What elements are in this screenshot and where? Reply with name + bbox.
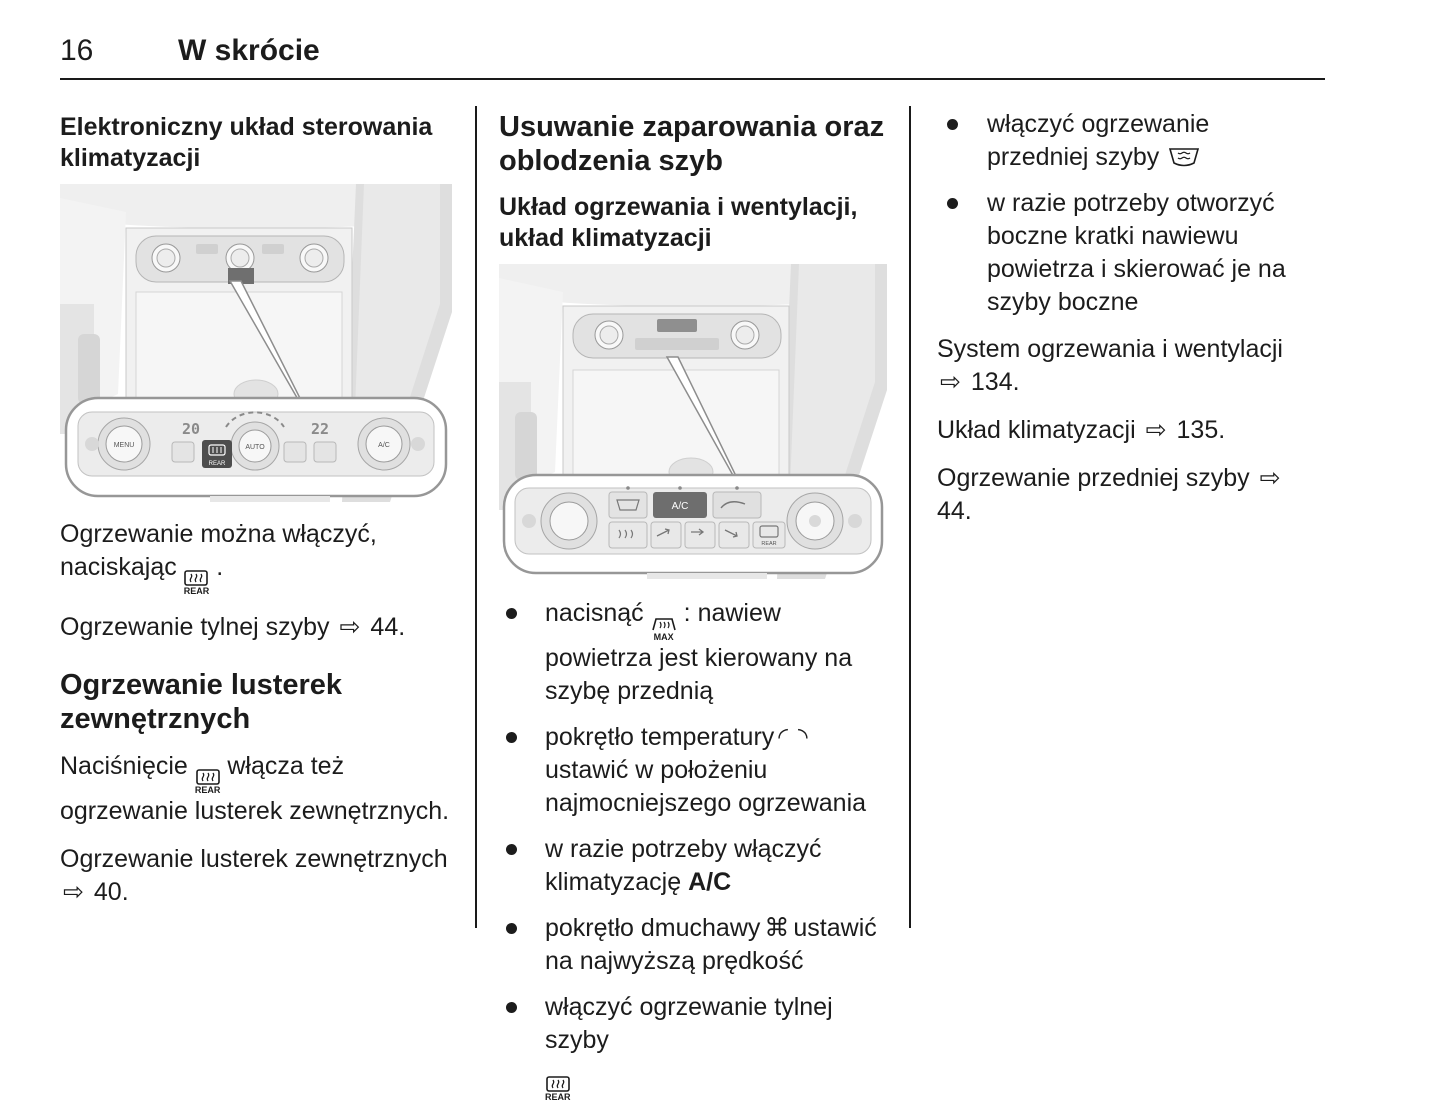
- page-ref-arrow-icon: ⇨: [63, 878, 84, 906]
- page-ref-arrow-icon: ⇨: [940, 368, 961, 396]
- strip-knob-right-inner: [736, 326, 754, 344]
- page-number: 16: [60, 34, 94, 67]
- heated-windshield-icon: [1167, 145, 1201, 169]
- column-1: [60, 106, 475, 928]
- ac-button-label: A/C: [671, 501, 689, 512]
- step-ac: [499, 833, 885, 899]
- dashboard-illustration-1: [60, 184, 452, 502]
- section-title: W skrócie: [178, 34, 320, 67]
- climate-ref-page: 135.: [1176, 416, 1226, 444]
- para-front-window-ref: [937, 462, 1305, 528]
- page-ref-arrow-icon: ⇨: [339, 613, 361, 641]
- step-fan-pre: pokrętło dmuchawy: [545, 914, 761, 942]
- auto-knob-label: AUTO: [245, 444, 265, 451]
- small-button-1: [172, 442, 194, 462]
- callout-shadow: [210, 496, 330, 502]
- rear-window-glyph: [546, 1076, 570, 1092]
- rear-icon-label: REAR: [183, 586, 210, 596]
- callout-shadow: [647, 573, 767, 579]
- column-3: [909, 106, 1333, 928]
- step-max-defrost-pre: nacisnąć: [545, 599, 644, 627]
- left-vent-shape: [78, 334, 100, 404]
- defog-steps-list-continued: [937, 108, 1305, 319]
- para-mirror-ref: [60, 843, 457, 909]
- rear-window-heating-icon: [184, 570, 210, 596]
- step-front-window: [937, 108, 1305, 174]
- strip-buttons-row: [635, 338, 719, 350]
- recirculation-button: [713, 492, 761, 518]
- para-rear-heating-period: .: [216, 553, 224, 581]
- left-vent-shape: [515, 412, 537, 480]
- strip-knob-right-inner: [305, 249, 323, 267]
- page-ref-arrow-icon: ⇨: [1259, 464, 1281, 492]
- para-heating-system-ref: [937, 333, 1305, 399]
- front-window-ref-page: 44.: [937, 497, 972, 525]
- subheading-electronic-climate: Elektroniczny układ sterowania klimatyzacji: [60, 113, 433, 172]
- ac-knob-label: A/C: [378, 442, 390, 449]
- para-rear-window-ref: [60, 611, 457, 644]
- rear-icon-label: REAR: [545, 1092, 571, 1102]
- step-temperature-pre: pokrętło temperatury: [545, 723, 775, 751]
- figure-electronic-climate-control: [60, 184, 457, 502]
- rear-button-label: REAR: [208, 461, 226, 467]
- rear-window-heating-icon: [545, 1076, 571, 1102]
- defrost-button: [609, 522, 647, 548]
- rear-window-glyph: [196, 769, 220, 785]
- strip-button-1: [196, 244, 218, 254]
- column-2: [475, 106, 909, 1102]
- step-rear-window-text: włączyć ogrzewanie tylnej szyby: [545, 993, 833, 1054]
- temperature-knob-inner: [550, 502, 588, 540]
- seat-heat-right-glyph: [848, 514, 862, 528]
- seat-heat-left-glyph: [522, 514, 536, 528]
- step-max-defrost: [499, 597, 885, 708]
- mirror-ref-text: Ogrzewanie lusterek zewnętrznych: [60, 845, 448, 873]
- step-ac-text: w razie potrzeby włączyć klimatyzację: [545, 835, 822, 896]
- step-fan-post: ustawić na najwyższą prędkość: [545, 914, 877, 975]
- max-defrost-button: [609, 492, 647, 518]
- strip-knob-left-inner: [157, 249, 175, 267]
- small-button-2: [284, 442, 306, 462]
- defog-steps-list: [499, 597, 885, 1102]
- step-side-vents-text: w razie potrzeby otworzyć boczne kratki nawiewu powietrza i skierować je na szyby boczne: [987, 189, 1286, 316]
- menu-knob-label: MENU: [113, 442, 135, 449]
- seat-heat-right-glyph: [411, 437, 425, 451]
- strip-ac-button: [657, 319, 697, 332]
- step-fan-knob: [499, 912, 885, 978]
- rear-window-button-label: REAR: [761, 541, 777, 547]
- para-rear-heating: [60, 518, 457, 596]
- dashboard-illustration-2: [499, 264, 887, 579]
- heading-mirror-heating: Ogrzewanie lusterek zewnętrznych: [60, 669, 343, 735]
- seat-heat-left-glyph: [85, 437, 99, 451]
- led-dot-2: [678, 486, 682, 490]
- led-dot-1: [626, 486, 630, 490]
- page-header: [60, 0, 1325, 80]
- mirror-ref-page: 40.: [93, 878, 129, 906]
- mirror-heating-pre: Naciśnięcie: [60, 752, 188, 780]
- para-climate-ref: [937, 414, 1305, 447]
- para-mirror-heating: [60, 750, 457, 828]
- strip-knob-center-inner: [231, 249, 249, 267]
- heading-defogging: Usuwanie zaparowania oraz oblodzenia szyb: [499, 111, 885, 177]
- page-ref-arrow-icon: ⇨: [1145, 416, 1167, 444]
- step-ac-label: A/C: [688, 868, 732, 896]
- strip-button-2: [262, 244, 284, 254]
- front-window-ref-text: Ogrzewanie przedniej szyby: [937, 464, 1250, 492]
- temp-display-right: 22: [310, 420, 330, 438]
- rear-window-ref-page: 44.: [370, 613, 406, 641]
- rear-icon-label: REAR: [194, 785, 221, 795]
- step-side-vents: [937, 187, 1305, 319]
- temp-arc-right-icon: ◝: [797, 723, 814, 751]
- figure-manual-climate-control: [499, 264, 885, 579]
- heating-system-ref-page: 134.: [970, 368, 1020, 396]
- rear-window-ref-text: Ogrzewanie tylnej szyby: [60, 613, 330, 641]
- air-upper-button: [651, 522, 681, 548]
- climate-ref-text: Układ klimatyzacji: [937, 416, 1136, 444]
- step-temperature-post: ustawić w położeniu najmocniejszego ogrzewania: [545, 756, 867, 817]
- temp-arc-left-icon: ◜: [778, 723, 794, 751]
- temp-display-left: 20: [181, 420, 201, 438]
- max-icon-label: MAX: [653, 632, 674, 642]
- strip-knob-left-inner: [600, 326, 618, 344]
- step-front-window-text: włączyć ogrzewanie przedniej szyby: [987, 110, 1210, 171]
- header-rule: [60, 78, 1325, 80]
- para-rear-heating-text: Ogrzewanie można włączyć, naciskając: [60, 520, 377, 581]
- step-rear-window: [499, 991, 885, 1102]
- rear-window-heating-icon: [195, 769, 221, 795]
- max-defrost-icon: [651, 617, 677, 642]
- max-defrost-glyph: [651, 617, 677, 632]
- step-max-defrost-post: : nawiew powietrza jest kierowany na szybę przednią: [545, 599, 853, 705]
- led-dot-3: [735, 486, 739, 490]
- heating-system-ref-text: System ogrzewania i wentylacji: [937, 335, 1283, 363]
- subheading-heating-ventilation: Układ ogrzewania i wentylacji, układ klimatyzacji: [499, 193, 858, 252]
- fan-icon: ⌘: [764, 914, 790, 942]
- rear-window-glyph: [184, 570, 208, 586]
- fan-knob-dot: [809, 515, 821, 527]
- small-button-3: [314, 442, 336, 462]
- page-body: [60, 106, 1445, 1102]
- step-temperature-knob: [499, 721, 885, 820]
- mirror-heating-post: włącza też ogrzewanie lusterek zewnętrznych.: [60, 752, 450, 825]
